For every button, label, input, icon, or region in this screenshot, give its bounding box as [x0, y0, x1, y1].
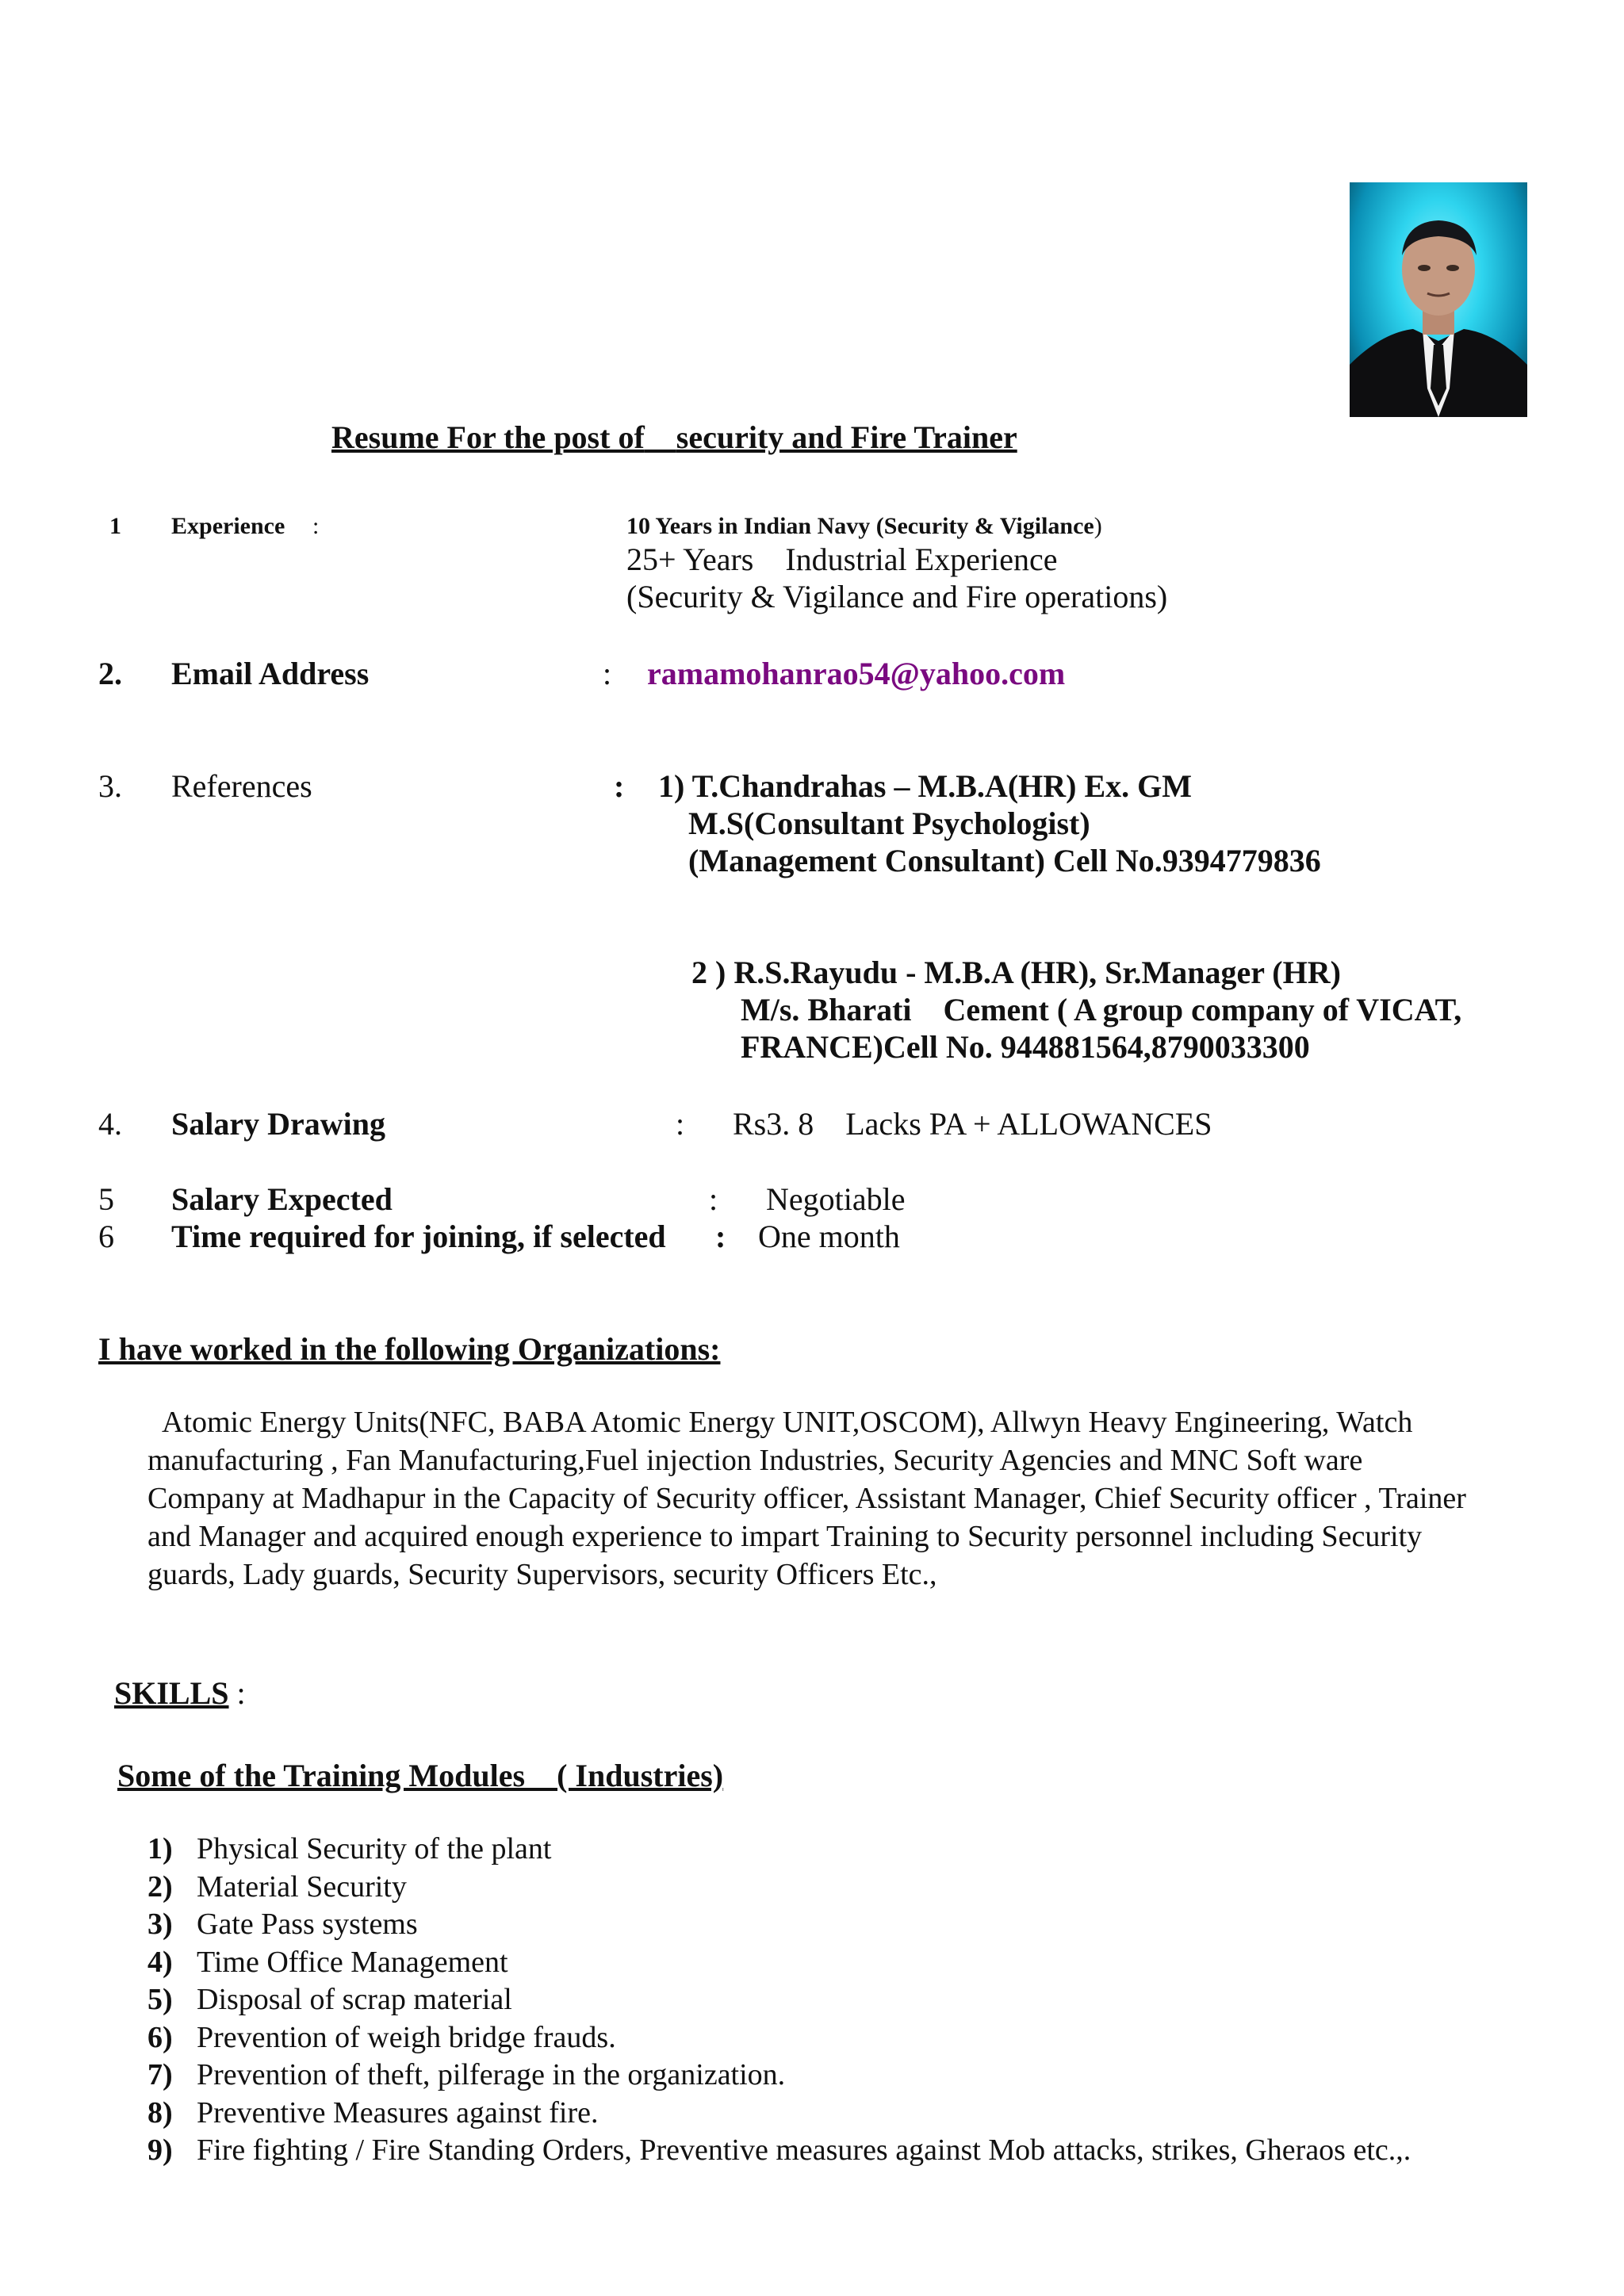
salary-drawing-value: Rs3. 8 Lacks PA + ALLOWANCES [733, 1106, 1212, 1142]
reference-1-line-3: (Management Consultant) Cell No.9394779836 [688, 843, 1321, 878]
list-item-number: 4) [147, 1945, 173, 1979]
joining-label: Time required for joining, if selected [171, 1219, 666, 1254]
list-item-text: Prevention of theft, pilferage in the organization. [197, 2058, 786, 2091]
list-item [147, 1980, 1411, 2019]
list-item [147, 2094, 1411, 2132]
list-item-number: 1) [147, 1832, 173, 1866]
experience-label: Experience [171, 513, 285, 539]
salary-drawing-number: 4. [98, 1106, 122, 1142]
references-label: References [171, 768, 312, 804]
salary-expected-colon: : [709, 1181, 718, 1217]
experience-navy-close: ) [1094, 513, 1102, 539]
list-item-text: Material Security [197, 1869, 407, 1904]
list-item-number: 3) [147, 1908, 173, 1941]
list-item-number: 5) [147, 1983, 173, 2016]
list-item [147, 1905, 1411, 1943]
experience-navy-text: 10 Years in Indian Navy (Security & Vigilance [626, 513, 1094, 539]
list-item-text: Physical Security of the plant [197, 1832, 552, 1866]
skills-heading [114, 1674, 246, 1712]
email-colon: : [603, 656, 612, 691]
reference-2-line-3: FRANCE)Cell No. 944881564,8790033300 [741, 1029, 1310, 1065]
portrait-photo [1350, 182, 1527, 417]
joining-colon: : [715, 1219, 726, 1254]
references-colon: : [614, 768, 625, 804]
experience-industrial: 25+ Years Industrial Experience [626, 541, 1058, 577]
page-title [331, 419, 1017, 457]
list-item-number: 7) [147, 2058, 173, 2091]
list-item-text: Fire fighting / Fire Standing Orders, Preventive measures against Mob attacks, strikes, Gheraos etc.,. [197, 2133, 1411, 2167]
reference-2-line-1: 2 ) R.S.Rayudu - M.B.A (HR), Sr.Manager (HR) [691, 955, 1341, 990]
list-item-text: Preventive Measures against fire. [197, 2095, 599, 2130]
reference-2-line-2: M/s. Bharati Cement ( A group company of VICAT, [741, 992, 1462, 1027]
experience-operations: (Security & Vigilance and Fire operations) [626, 579, 1168, 614]
list-item-text: Prevention of weigh bridge frauds. [197, 2020, 616, 2054]
salary-expected-value: Negotiable [766, 1181, 906, 1217]
list-item [147, 2056, 1411, 2094]
reference-1-line-1: 1) T.Chandrahas – M.B.A(HR) Ex. GM [658, 768, 1193, 804]
title-prefix: Resume For the post of [331, 419, 645, 455]
salary-drawing-colon: : [676, 1106, 685, 1142]
email-number: 2. [98, 656, 122, 691]
joining-number: 6 [98, 1219, 114, 1254]
list-item-text: Time Office Management [197, 1945, 508, 1979]
list-item [147, 1868, 1411, 1906]
organizations-heading: I have worked in the following Organizations: [98, 1331, 721, 1367]
title-role: security and Fire Trainer [676, 419, 1017, 455]
skills-heading-colon: : [236, 1675, 246, 1711]
reference-1-line-2: M.S(Consultant Psychologist) [688, 806, 1090, 841]
list-item-number: 2) [147, 1869, 173, 1904]
salary-expected-number: 5 [98, 1181, 114, 1217]
list-item-text: Gate Pass systems [197, 1908, 418, 1941]
experience-number: 1 [109, 513, 121, 539]
list-item [147, 1830, 1411, 1868]
email-label: Email Address [171, 656, 370, 691]
experience-navy [626, 511, 1102, 542]
list-item-text: Disposal of scrap material [197, 1983, 512, 2016]
organizations-paragraph: Atomic Energy Units(NFC, BABA Atomic Energy UNIT,OSCOM), Allwyn Heavy Engineering, Watch manufacturing , Fan Manufacturing,Fuel injection Industries, Security Agencies and MNC Soft ware Company at Madhapur in the Capacity of Security officer, Assistant Manager, Chief Security officer , Trainer and Manager and acquired enough experience to impart Training to Security personnel including Security guards, Lady guards, Security Supervisors, security Officers Etc., [147, 1406, 1466, 1591]
training-modules-list [147, 1830, 1411, 2169]
email-link[interactable]: ramamohanrao54@yahoo.com [647, 656, 1066, 691]
salary-drawing-label: Salary Drawing [171, 1106, 385, 1142]
list-item [147, 2131, 1411, 2169]
experience-colon: : [312, 513, 320, 539]
training-modules-heading: Some of the Training Modules ( Industries) [117, 1758, 724, 1793]
list-item-number: 9) [147, 2133, 173, 2167]
list-item-number: 8) [147, 2095, 173, 2130]
salary-expected-label: Salary Expected [171, 1181, 393, 1217]
skills-heading-text: SKILLS [114, 1675, 229, 1711]
person-silhouette-icon [1350, 182, 1527, 417]
list-item-number: 6) [147, 2020, 173, 2054]
references-number: 3. [98, 768, 122, 804]
joining-value: One month [758, 1219, 900, 1254]
list-item [147, 2019, 1411, 2057]
list-item [147, 1943, 1411, 1981]
